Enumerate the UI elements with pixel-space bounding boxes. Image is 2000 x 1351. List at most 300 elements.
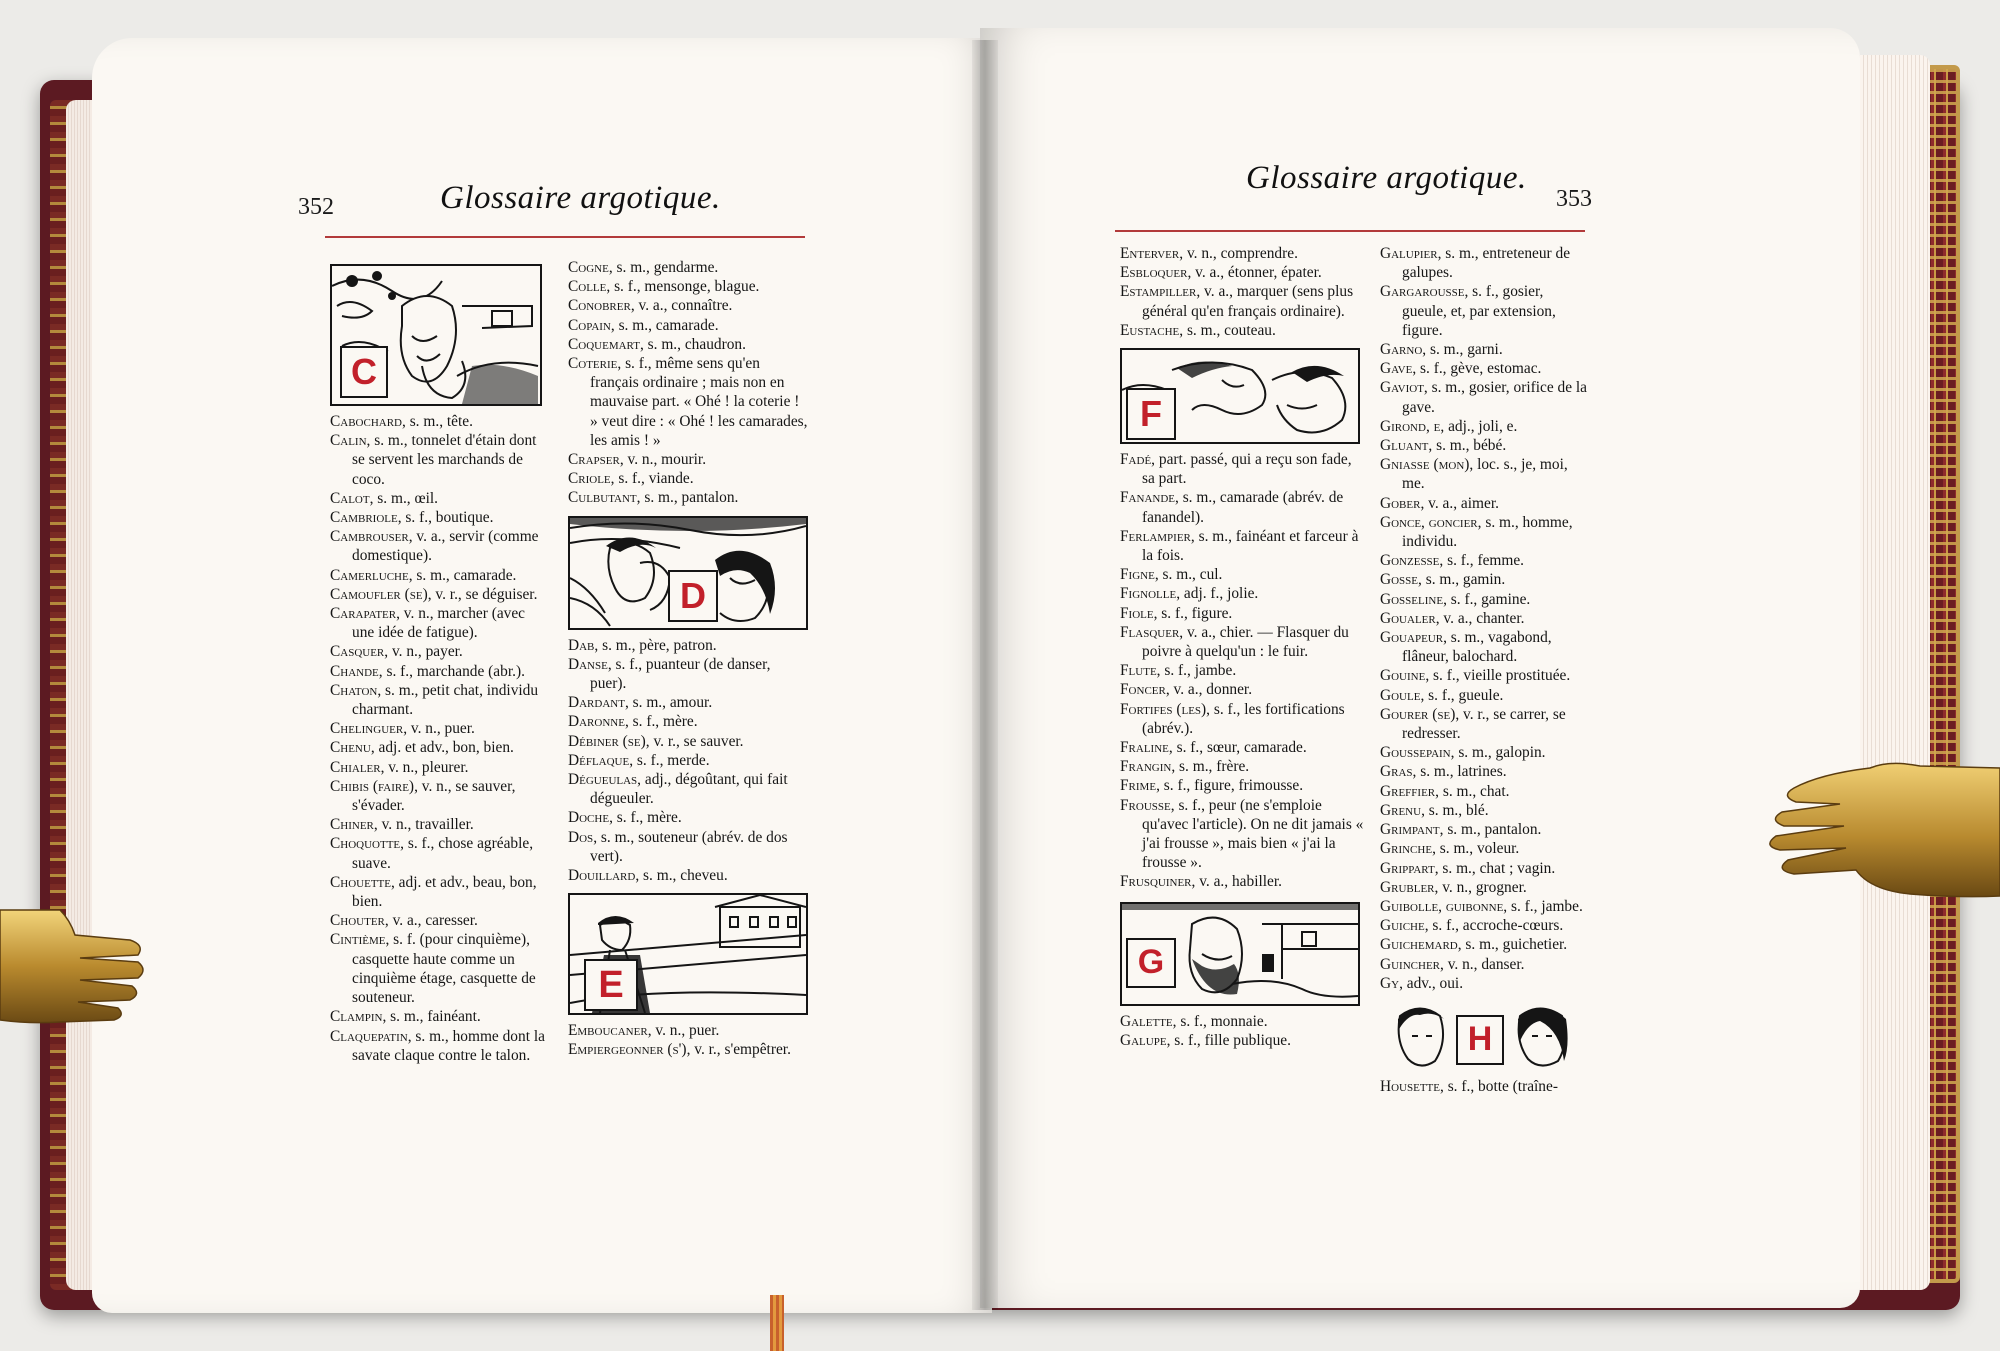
glossary-entry — [568, 1040, 808, 1059]
entry-definition: , v. n., danser. — [1440, 955, 1525, 973]
entry-headword: Guincher — [1380, 955, 1441, 973]
glossary-entry — [330, 911, 550, 930]
entry-headword: Chibis (faire) — [330, 777, 415, 795]
glossary-entry — [1380, 878, 1592, 897]
glossary-entry — [568, 712, 808, 731]
entry-definition: , adv., oui. — [1399, 974, 1464, 992]
entry-headword: Colle — [568, 278, 607, 296]
glossary-entry — [568, 469, 808, 488]
glossary-entry — [1120, 776, 1368, 795]
entry-headword: Copain — [568, 316, 611, 334]
entry-definition: , s. f., jambe. — [1156, 662, 1237, 680]
entry-definition: , s. f., femme. — [1439, 552, 1525, 570]
entry-definition: , s. f., accroche-cœurs. — [1424, 917, 1564, 935]
entry-headword: Gras — [1380, 763, 1413, 781]
entry-definition: , v. a., connaître. — [630, 297, 733, 315]
entry-headword: Figne — [1120, 566, 1155, 584]
glossary-entry — [1380, 628, 1592, 666]
entry-headword: Camerluche — [330, 566, 409, 584]
entries-c-left — [330, 412, 550, 1065]
glossary-entry — [330, 412, 550, 431]
entry-headword: Esbloquer — [1120, 264, 1188, 282]
entry-headword: Grippart — [1380, 859, 1435, 877]
entry-definition: , s. m., petit chat, individu charmant. — [352, 681, 539, 719]
entry-headword: Douillard — [568, 867, 636, 885]
entry-headword: Déflaque — [568, 751, 630, 769]
entry-definition: , v. a., caresser. — [384, 912, 478, 930]
entry-headword: Eustache — [1120, 321, 1180, 339]
vignette-e — [568, 893, 808, 1015]
glossary-entry — [1380, 590, 1592, 609]
entry-headword: Camoufler (se) — [330, 585, 428, 603]
glossary-entry — [1380, 494, 1592, 513]
running-title-left: Glossaire argotique. — [440, 180, 721, 216]
entry-definition: , s. m., tonnelet d'étain dont se servent les marchands de coco. — [352, 432, 537, 488]
entry-definition: , s. m., voleur. — [1432, 840, 1520, 858]
entry-definition: , s. m., fainéant. — [382, 1008, 481, 1026]
entries-g-right — [1380, 244, 1592, 993]
entry-definition: , s. m., œil. — [369, 489, 439, 507]
entry-definition: , adj. f., jolie. — [1176, 585, 1259, 603]
glossary-entry — [568, 354, 808, 450]
entry-headword: Fortifes (les) — [1120, 700, 1207, 718]
entry-headword: Estampiller — [1120, 283, 1197, 301]
entry-headword: Chaton — [330, 681, 378, 699]
glossary-entry — [1120, 796, 1368, 873]
entry-headword: Gaviot — [1380, 379, 1424, 397]
glossary-entry — [330, 489, 550, 508]
glossary-entry — [330, 834, 550, 872]
entry-headword: Gonzesse — [1380, 552, 1440, 570]
entry-headword: Frousse — [1120, 796, 1171, 814]
glossary-entry — [1380, 839, 1592, 858]
entry-definition: , s. f., vieille prostituée. — [1425, 667, 1571, 685]
entry-headword: Grimpant — [1380, 821, 1440, 839]
entries-c-right — [568, 258, 808, 508]
entry-headword: Gy — [1380, 974, 1400, 992]
drop-cap-f: F — [1126, 388, 1176, 440]
entry-definition: , v. a., donner. — [1165, 681, 1253, 699]
glossary-entry — [568, 770, 808, 808]
entry-definition: , s. f., botte (traîne- — [1440, 1077, 1558, 1095]
entry-headword: Gouapeur — [1380, 629, 1444, 647]
entry-headword: Coquemart — [568, 335, 640, 353]
glossary-entry — [1120, 1031, 1368, 1050]
entry-definition: , s. m., garni. — [1422, 341, 1503, 359]
glossary-entry — [1120, 263, 1368, 282]
entry-headword: Fiole — [1120, 604, 1154, 622]
entry-headword: Frusquiner — [1120, 873, 1192, 891]
glossary-entry — [330, 585, 550, 604]
entry-definition: , v. a., chanter. — [1435, 609, 1525, 627]
glossary-entry — [330, 662, 550, 681]
glossary-entry — [1380, 455, 1592, 493]
entry-definition: , v. a., étonner, épater. — [1187, 264, 1322, 282]
entries-d — [568, 636, 808, 886]
entry-headword: Frime — [1120, 777, 1157, 795]
glossary-entry — [1380, 378, 1592, 416]
entry-definition: , v. n., travailler. — [373, 816, 474, 834]
entry-definition: , s. m., gamin. — [1418, 571, 1506, 589]
entry-headword: Gosse — [1380, 571, 1419, 589]
entry-headword: Grinche — [1380, 840, 1433, 858]
glossary-entry — [568, 335, 808, 354]
glossary-entry — [568, 258, 808, 277]
glossary-entry — [330, 719, 550, 738]
entries-e — [568, 1021, 808, 1059]
glossary-entry — [1380, 686, 1592, 705]
glossary-entry — [1380, 859, 1592, 878]
entry-definition: , s. m., latrines. — [1412, 763, 1507, 781]
glossary-entry — [568, 296, 808, 315]
entry-headword: Gober — [1380, 494, 1421, 512]
glossary-entry — [1380, 282, 1592, 340]
header-rule-left — [325, 236, 805, 238]
entry-headword: Danse — [568, 655, 608, 673]
glossary-entry — [1380, 513, 1592, 551]
glossary-entry — [330, 604, 550, 642]
entry-headword: Carapater — [330, 605, 397, 623]
glossary-entry — [1120, 244, 1368, 263]
entry-definition: , s. f., gamine. — [1443, 590, 1531, 608]
entry-definition: , s. m., chat. — [1435, 782, 1510, 800]
glossary-entry — [1380, 743, 1592, 762]
entry-definition: , v. r., se carrer, se redresser. — [1402, 705, 1566, 743]
glossary-entry — [568, 751, 808, 770]
glossary-entry — [1380, 244, 1592, 282]
entry-headword: Galette — [1120, 1012, 1173, 1030]
glossary-entry — [1120, 623, 1368, 661]
vignette-c — [330, 264, 542, 406]
entry-definition: , s. f., puanteur (de danser, puer). — [590, 655, 771, 693]
glossary-entry — [1380, 340, 1592, 359]
glossary-entry — [568, 277, 808, 296]
entry-headword: Gonce, goncier — [1380, 513, 1478, 531]
drop-cap-c: C — [340, 346, 388, 398]
drop-cap-h: H — [1456, 1015, 1504, 1065]
running-title-right: Glossaire argotique. — [1246, 160, 1527, 196]
entry-definition: , s. m., couteau. — [1179, 321, 1276, 339]
glossary-entry — [330, 738, 550, 757]
entry-headword: Guichemard — [1380, 936, 1458, 954]
glossary-entry — [568, 808, 808, 827]
entry-headword: Chialer — [330, 758, 381, 776]
entries-e-right — [1120, 244, 1368, 340]
entry-definition: , s. m., amour. — [624, 694, 713, 712]
entry-headword: Guibolle, guibonne — [1380, 897, 1504, 915]
drop-cap-g: G — [1126, 938, 1176, 988]
entry-headword: Débiner (se) — [568, 732, 646, 750]
entry-headword: Guiche — [1380, 917, 1425, 935]
entry-definition: , v. r., se sauver. — [645, 732, 744, 750]
glossary-entry — [568, 450, 808, 469]
entry-headword: Cambriole — [330, 509, 398, 527]
entry-definition: , s. m., fainéant et farceur à la fois. — [1142, 527, 1359, 565]
entry-definition: , s. m., pantalon. — [636, 489, 739, 507]
entries-h — [1380, 1077, 1592, 1096]
entry-headword: Gniasse (mon) — [1380, 456, 1470, 474]
entry-headword: Fanande — [1120, 489, 1175, 507]
glossary-entry — [330, 681, 550, 719]
entry-definition: , s. m., blé. — [1421, 801, 1489, 819]
entry-headword: Criole — [568, 470, 611, 488]
entry-headword: Fraline — [1120, 739, 1169, 757]
entry-headword: Housette — [1380, 1077, 1440, 1095]
entry-definition: , v. a., marquer (sens plus général qu'en français ordinaire). — [1142, 283, 1354, 320]
entry-headword: Calin — [330, 432, 367, 450]
entry-definition: , v. n., se sauver, s'évader. — [352, 777, 516, 815]
entry-headword: Gourer (se) — [1380, 705, 1456, 723]
entry-definition: , s. f., mère. — [624, 713, 698, 731]
entry-definition: , s. m., gendarme. — [608, 259, 719, 276]
entry-headword: Dégueulas — [568, 771, 638, 789]
entry-headword: Culbutant — [568, 489, 637, 507]
entry-headword: Chouter — [330, 912, 385, 930]
entry-headword: Chenu — [330, 739, 371, 757]
entry-definition: , s. f., marchande (abr.). — [378, 662, 525, 680]
entry-headword: Daronne — [568, 713, 625, 731]
entry-headword: Clampin — [330, 1008, 383, 1026]
entry-definition: , s. m., homme, individu. — [1402, 513, 1573, 551]
entry-definition: , v. n., payer. — [384, 643, 463, 661]
vignette-d — [568, 516, 808, 630]
entry-definition: , s. m., entreteneur de galupes. — [1402, 245, 1571, 282]
glossary-entry — [1380, 436, 1592, 455]
drop-cap-e: E — [584, 959, 638, 1011]
right-page-column-1 — [1120, 244, 1368, 1050]
entry-definition: , v. n., puer. — [647, 1022, 720, 1040]
glossary-entry — [1380, 551, 1592, 570]
entry-headword: Gargarousse — [1380, 283, 1465, 301]
entry-headword: Goule — [1380, 686, 1421, 704]
entry-definition: , v. n., puer. — [403, 720, 475, 738]
entry-headword: Galupier — [1380, 245, 1438, 262]
entry-definition: , s. f., gueule. — [1420, 686, 1504, 704]
left-page-column-2 — [568, 258, 808, 1060]
entry-definition: , s. f., gosier, gueule, et, par extension, figure. — [1402, 283, 1556, 339]
drop-cap-d: D — [668, 570, 718, 622]
glossary-entry — [330, 431, 550, 489]
entry-headword: Cintième — [330, 931, 386, 949]
entry-headword: Flasquer — [1120, 623, 1180, 641]
glossary-entry — [330, 508, 550, 527]
glossary-entry — [1120, 757, 1368, 776]
entry-definition: , s. m., bébé. — [1428, 437, 1507, 455]
entry-definition: , s. m., frère. — [1171, 758, 1250, 776]
glossary-entry — [330, 642, 550, 661]
entry-headword: Gluant — [1380, 437, 1429, 455]
glossary-entry — [1380, 666, 1592, 685]
entry-definition: , s. m., souteneur (abrév. de dos vert). — [590, 828, 788, 865]
glossary-entry — [1120, 700, 1368, 738]
entry-headword: Crapser — [568, 451, 620, 469]
entry-headword: Claquepatin — [330, 1027, 408, 1045]
entry-definition: , v. n., marcher (avec une idée de fatigue). — [352, 605, 526, 642]
entry-headword: Enterver — [1120, 245, 1180, 262]
glossary-entry — [1380, 609, 1592, 628]
glossary-entry — [1380, 782, 1592, 801]
glossary-entry — [330, 815, 550, 834]
entry-definition: , part. passé, qui a reçu son fade, sa part. — [1142, 451, 1352, 488]
glossary-entry — [1380, 801, 1592, 820]
glossary-entry — [1380, 916, 1592, 935]
entry-headword: Garno — [1380, 341, 1423, 359]
entry-definition: , v. n., comprendre. — [1179, 245, 1298, 262]
entry-headword: Gosseline — [1380, 590, 1444, 608]
glossary-entry — [330, 777, 550, 815]
entry-definition: , s. m., camarade (abrév. de fanandel). — [1142, 489, 1344, 526]
header-rule-right — [1115, 230, 1585, 232]
right-page-column-2 — [1380, 244, 1592, 1096]
glossary-entry — [1380, 417, 1592, 436]
entry-headword: Fignolle — [1120, 585, 1177, 603]
entry-definition: , s. f., viande. — [610, 470, 694, 488]
glossary-entry — [1120, 1012, 1368, 1031]
entry-headword: Ferlampier — [1120, 527, 1191, 545]
vignette-g — [1120, 902, 1360, 1006]
glossary-entry — [568, 636, 808, 655]
brass-hand-weight-right — [1760, 760, 2000, 920]
glossary-entry — [1380, 974, 1592, 993]
glossary-entry — [568, 488, 808, 507]
entry-headword: Chiner — [330, 816, 374, 834]
brass-hand-weight-left — [0, 900, 150, 1030]
entry-definition: , s. m., cul. — [1154, 566, 1223, 584]
glossary-entry — [1380, 359, 1592, 378]
left-page-column-1 — [330, 262, 550, 1065]
entry-headword: Grubler — [1380, 878, 1435, 896]
glossary-entry — [1120, 680, 1368, 699]
entry-definition: , s. f., mensonge, blague. — [606, 278, 760, 296]
glossary-entry — [1380, 1077, 1592, 1096]
entry-definition: , s. f., jambe. — [1503, 897, 1583, 915]
glossary-entry — [1120, 565, 1368, 584]
entry-headword: Foncer — [1120, 681, 1166, 699]
entry-definition: , s. m., camarade. — [408, 566, 517, 584]
glossary-entry — [568, 316, 808, 335]
glossary-entry — [1120, 604, 1368, 623]
entry-definition: , adj. et adv., bon, bien. — [370, 739, 514, 757]
entry-definition: , loc. s., je, moi, me. — [1402, 456, 1568, 493]
entry-headword: Goussepain — [1380, 744, 1451, 762]
entry-definition: , s. m., guichetier. — [1457, 936, 1568, 954]
entry-definition: , s. f., figure, frimousse. — [1156, 777, 1304, 795]
entry-headword: Choquotte — [330, 835, 401, 853]
entry-headword: Girond, e — [1380, 417, 1441, 435]
entry-definition: , s. m., chaudron. — [639, 335, 746, 353]
entry-definition: , s. m., gosier, orifice de la gave. — [1402, 379, 1587, 416]
entry-headword: Chouette — [330, 873, 391, 891]
entry-headword: Dardant — [568, 694, 625, 712]
entry-definition: , s. m., homme dont la savate claque contre le talon. — [352, 1027, 545, 1064]
entry-headword: Flute — [1120, 662, 1157, 680]
glossary-entry — [1120, 584, 1368, 603]
entry-definition: , s. f., gève, estomac. — [1412, 360, 1542, 378]
glossary-entry — [1120, 872, 1368, 891]
vignette-h — [1380, 1001, 1580, 1071]
entry-definition: , s. m., tête. — [402, 413, 473, 430]
entry-definition: , v. r., s'empêtrer. — [686, 1041, 791, 1059]
glossary-entry — [1120, 488, 1368, 526]
glossary-entry — [568, 828, 808, 866]
glossary-entry — [568, 693, 808, 712]
entry-headword: Casquer — [330, 643, 385, 661]
book-gutter — [972, 40, 998, 1310]
entry-definition: , s. f., figure. — [1153, 604, 1233, 622]
entry-definition: , v. n., pleurer. — [380, 758, 469, 776]
entry-headword: Chelinguer — [330, 720, 404, 738]
glossary-entry — [330, 873, 550, 911]
glossary-entry — [1380, 935, 1592, 954]
entry-headword: Frangin — [1120, 758, 1172, 776]
glossary-entry — [330, 1027, 550, 1065]
entry-definition: , s. f., peur (ne s'emploie qu'avec l'article). On ne dit jamais « j'ai frousse », mais bien « j'ai la frousse ». — [1142, 796, 1364, 872]
entry-headword: Dab — [568, 636, 595, 654]
glossary-entry — [330, 566, 550, 585]
entry-headword: Goualer — [1380, 609, 1436, 627]
entry-definition: , s. m., camarade. — [610, 316, 719, 334]
entry-definition: , s. f., chose agréable, suave. — [352, 835, 534, 872]
glossary-entry — [1120, 450, 1368, 488]
vignette-f — [1120, 348, 1360, 444]
entry-definition: , s. m., chat ; vagin. — [1434, 859, 1556, 877]
entry-headword: Grenu — [1380, 801, 1422, 819]
glossary-entry — [330, 527, 550, 565]
entry-definition: , s. f., fille publique. — [1166, 1031, 1291, 1049]
entry-definition: , s. f., boutique. — [397, 509, 494, 527]
entry-headword: Coterie — [568, 355, 618, 373]
glossary-entry — [330, 758, 550, 777]
entry-definition: , s. f., mère. — [609, 809, 682, 827]
entry-headword: Conobrer — [568, 297, 631, 315]
entry-headword: Dos — [568, 828, 594, 846]
entry-definition: , v. r., se déguiser. — [427, 585, 538, 603]
page-number-left: 352 — [298, 194, 334, 220]
glossary-entry — [1380, 570, 1592, 589]
glossary-entry — [568, 866, 808, 885]
glossary-entry — [1120, 527, 1368, 565]
entry-definition: , v. a., habiller. — [1191, 873, 1282, 891]
entry-headword: Empiergeonner (s') — [568, 1041, 687, 1059]
entry-headword: Fadé — [1120, 451, 1152, 469]
glossary-entry — [1120, 321, 1368, 340]
entry-definition: , v. n., mourir. — [619, 451, 707, 469]
glossary-entry — [1380, 762, 1592, 781]
glossary-entry — [568, 655, 808, 693]
glossary-entry — [568, 732, 808, 751]
entry-definition: , v. a., servir (comme domestique). — [352, 528, 539, 565]
entry-definition: , s. m., pantalon. — [1439, 821, 1542, 839]
entry-definition: , s. f., même sens qu'en français ordinaire ; mais non en mauvaise part. « Ohé ! la coterie ! » veut dire : « Ohé ! les camarades, les amis ! » — [590, 355, 808, 449]
entry-definition: , v. n., grogner. — [1434, 878, 1527, 896]
glossary-entry — [1380, 705, 1592, 743]
entry-definition: , s. f. (pour cinquième), casquette haute comme un cinquième étage, casquette de souteneur. — [352, 931, 536, 1007]
entry-headword: Gave — [1380, 360, 1413, 378]
page-number-right: 353 — [1556, 186, 1592, 212]
entry-headword: Chande — [330, 662, 379, 680]
entry-definition: , s. m., vagabond, flâneur, balochard. — [1402, 629, 1552, 666]
entry-definition: , s. f., merde. — [629, 751, 710, 769]
entry-headword: Galupe — [1120, 1031, 1167, 1049]
entry-headword: Calot — [330, 489, 370, 507]
entry-headword: Gouine — [1380, 667, 1426, 685]
entry-definition: , s. f., les fortifications (abrév.). — [1142, 700, 1345, 737]
glossary-entry — [1380, 820, 1592, 839]
entry-definition: , s. m., père, patron. — [594, 636, 717, 654]
entry-headword: Cambrouser — [330, 528, 409, 546]
entries-f — [1120, 450, 1368, 892]
glossary-entry — [1120, 282, 1368, 320]
